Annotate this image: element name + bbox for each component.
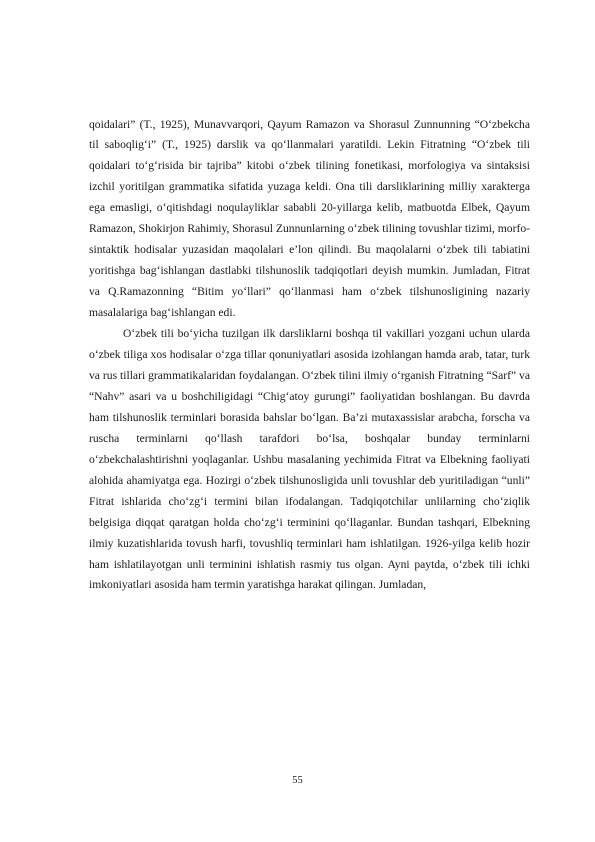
paragraph-body: O‘zbek tili bo‘yicha tuzilgan ilk darsliklarni boshqa til vakillari yozgani uchun ularda o‘zbek tiliga xos hodisalar o‘zga tillar qonuniyatlari asosida izohlangan hamda arab, tatar, turk va rus tillari grammatikalaridan foydalangan. O‘zbek tilini ilmiy o‘rganish Fitratning “Sarf” va “Nahv” asari va u boshchiligidagi “Chig‘atoy gurungi” faoliyatidan boshlangan. Bu davrda ham tilshunoslik terminlari borasida bahslar bo‘lgan. Ba’zi mutaxassislar arabcha, forscha va ruscha terminlarni qo‘llash tarafdori bo‘lsa, boshqalar bunday terminlarni o‘zbekchalashtirishni yoqlaganlar. Ushbu masalaning yechimida Fitrat va Elbekning faoliyati alohida ahamiyatga ega. Hozirgi o‘zbek tilshunosligida unli tovushlar deb yuritiladigan “unli” Fitrat ishlarida cho‘zg‘i termini bilan ifodalangan. Tadqiqotchilar unlilarning cho‘ziqlik belgisiga diqqat qaratgan holda cho‘zg‘i terminini qo‘llaganlar. Bundan tashqari, Elbekning ilmiy kuzatishlarida tovush harfi, tovushliq terminlari ham ishlatilgan. 1926-yilga kelib hozir ham ishlatilayotgan unli terminini ishlatish rasmiy tus olgan. Ayni paytda, o‘zbek tili ichki imkoniyatlari asosida ham termin yaratishga harakat qilingan. Jumladan, (89, 327, 530, 592)
body-text (89, 115, 530, 597)
page-number: 55 (292, 775, 303, 786)
paragraph-continuation: qoidalari” (T., 1925), Munavvarqori, Qayum Ramazon va Shorasul Zunnunning “O‘zbekcha til saboqlig‘i” (T., 1925) darslik va qo‘llanmalari yaratildi. Lekin Fitratning “O‘zbek tili qoidalari to‘g‘risida bir tajriba” kitobi o‘zbek tilining fonetikasi, morfologiya va sintaksisi izchil yoritilgan grammatika sifatida yuzaga keldi. Ona tili darsliklarining milliy xarakterga ega emasligi, o‘qitishdagi noqulayliklar sababli 20-yillarga kelib, matbuotda Elbek, Qayum Ramazon, Shokirjon Rahimiy, Shorasul Zunnunlarning o‘zbek tilining tovushlar tizimi, morfo-sintaktik hodisalar yuzasidan maqolalari e’lon qilindi. Bu maqolalarni o‘zbek tili tabiatini yoritishga bag‘ishlangan dastlabki tilshunoslik tadqiqotlari deyish mumkin. Jumladan, Fitrat va Q.Ramazonning “Bitim yo‘llari” qo‘llanmasi ham o‘zbek tilshunosligining nazariy masalalariga bag‘ishlangan edi. (89, 117, 530, 320)
